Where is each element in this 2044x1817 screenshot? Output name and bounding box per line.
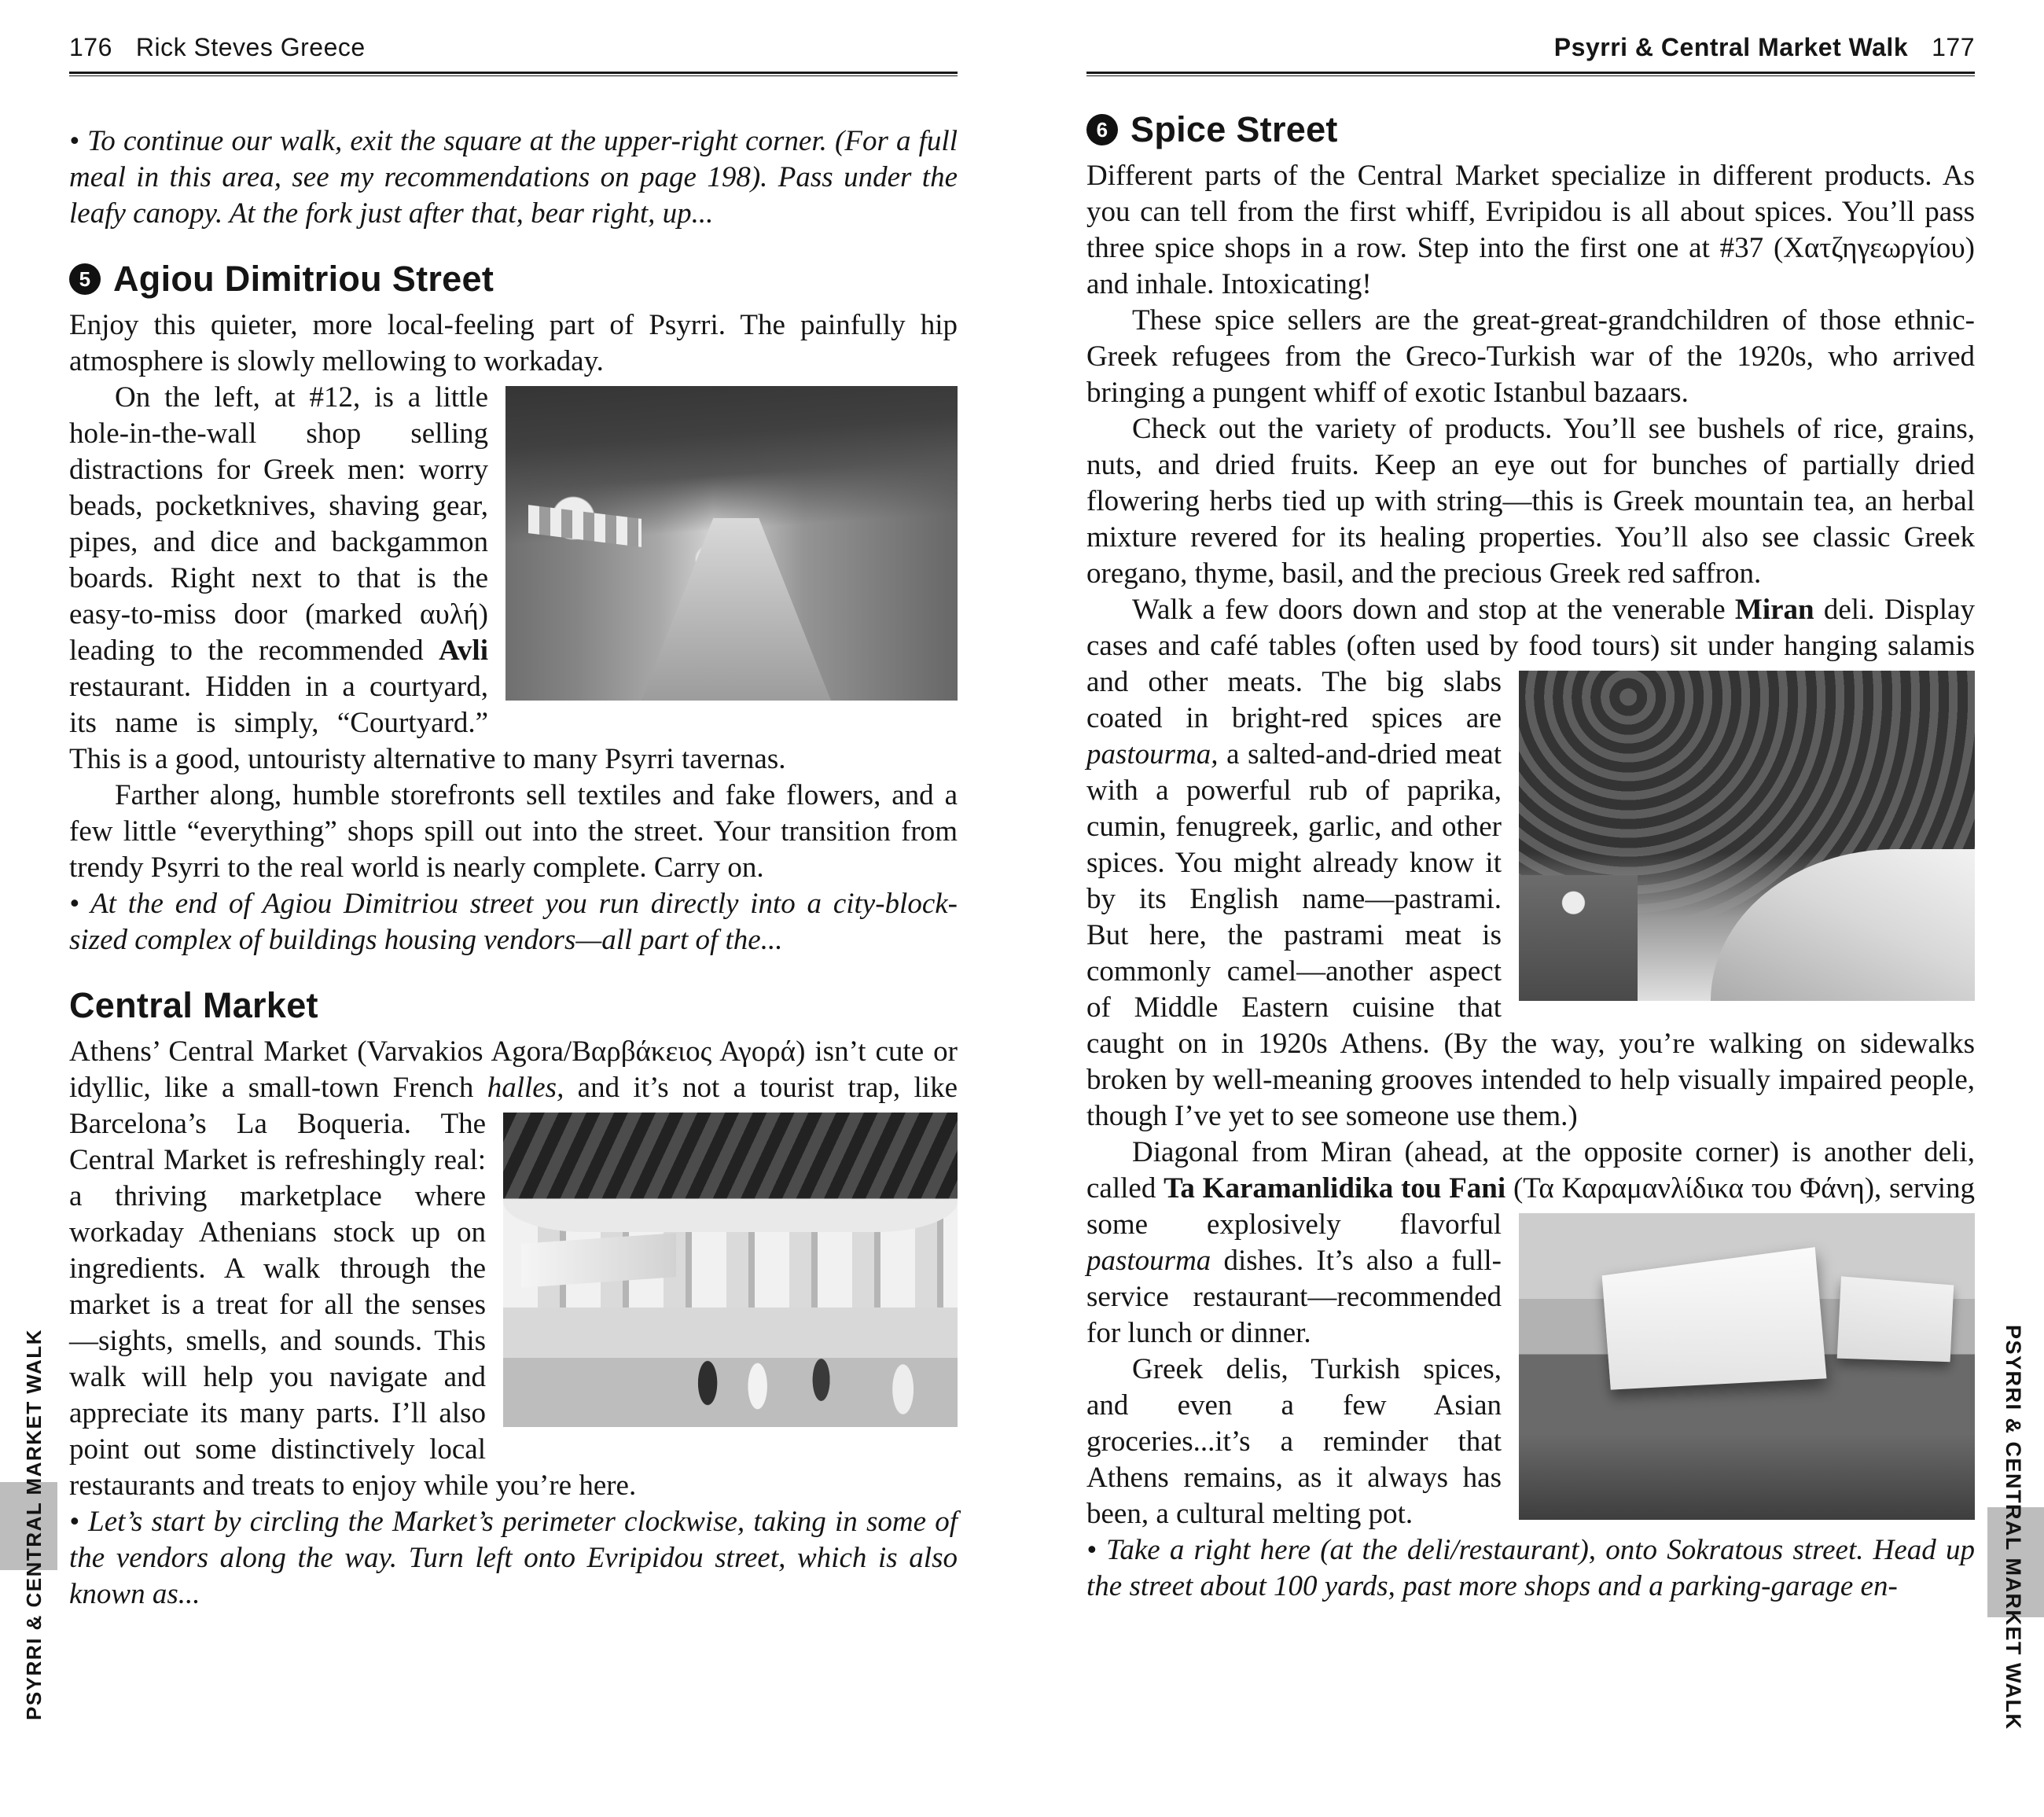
spice-direction: • Take a right here (at the deli/restaurant), onto Sokratous street. Head up the street about 100 yards, past more shops and a parking-garage en- xyxy=(1086,1534,1975,1602)
karamanlidika-paragraph-text-a: Diagonal from Miran (ahead, at the opposite corner) is another deli, called Ta Karamanlidika tou Fani (Τα Καραμανλίδικα xyxy=(1086,1136,1975,1205)
spice-paragraph-1: Different parts of the Central Market specialize in different products. As you can tell from the first whiff, Evripidou is all about spices. You’ll pass three spice shops in a row. Step into the first one at #37 (Χατζηγεωργίου) and inhale. Intoxicating! xyxy=(1086,160,1975,300)
central-market-direction: • Let’s start by circling the Market’s perimeter clockwise, taking in some of the vendors along the way. Turn left onto Evripidou street, which is also known as... xyxy=(69,1506,958,1610)
book-title: Rick Steves Greece xyxy=(135,33,366,61)
section-number-badge-6: 6 xyxy=(1086,114,1118,145)
section-number-badge-5: 5 xyxy=(69,263,101,295)
section-heading-spice xyxy=(1086,109,1975,150)
right-page-header xyxy=(1086,33,1975,62)
chapter-title: Psyrri & Central Market Walk xyxy=(1553,33,1909,61)
photo-central-market xyxy=(503,1113,958,1427)
walk-direction-intro: • To continue our walk, exit the square at the upper-right corner. (For a full meal in this area, see my recommendations on page 198). Pass under the leafy canopy. At the fork just after that, bear right, up... xyxy=(69,125,958,230)
sidebar-tab-left: PSYRRI & CENTRAL MARKET WALK xyxy=(22,1329,46,1720)
spice-paragraph-3: Check out the variety of products. You’ll see bushels of rice, grains, nuts, and dried fruits. Keep an eye out for bunches of partially dried flowering herbs tied up with string—this is Greek mountain tea, an herbal mixture revered for its healing properties. You’ll also see classic Greek oregano, thyme, basil, and the precious Greek red saffron. xyxy=(1086,413,1975,590)
karamanlidika-paragraph xyxy=(1086,1135,1975,1352)
miran-paragraph-text-a: Walk a few doors down and stop at the venerable Miran deli. Display cases and café tables (often used by food tours) sit under xyxy=(1086,594,1975,662)
section-title-central-market: Central Market xyxy=(69,985,318,1025)
page-number-left: 176 xyxy=(69,33,112,61)
photo-karamanlidika-deli xyxy=(1519,1213,1975,1520)
right-page xyxy=(1086,33,1975,1605)
spice-paragraph-2: These spice sellers are the great-great-grandchildren of those ethnic-Greek refugees from the Greco-Turkish war of the 1920s, who arrived bringing a pungent whiff of exotic Istanbul bazaars. xyxy=(1086,304,1975,409)
agiou-paragraph-3: Farther along, humble storefronts sell textiles and fake flowers, and a few little “everything” shops spill out into the street. Your transition from trendy Psyrri to the real world is nearly complete. Carry on. xyxy=(69,779,958,884)
agiou-paragraph-2 xyxy=(69,380,958,778)
central-market-paragraph-text-b: tourist trap, like Barcelona’s La Boqueria. The Central Market is refreshingly real: a thriving marketplace where workaday Athenians stock up on ingredients. A walk through the market is a treat for all the senses—sights, smells, and sounds. This walk will help you navigate and appreciate its many parts. I’ll also point out some distinctively local restaurants and treats to enjoy while you’re here. xyxy=(69,1072,958,1502)
section-heading-agiou xyxy=(69,259,958,300)
photo-miran-deli xyxy=(1519,671,1975,1001)
karamanlidika-paragraph-text-b: του Φάνη), serving some explosively flavorful pastourma dishes. It’s also a full-service restaurant—recommended for lunch or dinner. xyxy=(1086,1172,1975,1349)
agiou-direction: • At the end of Agiou Dimitriou street you run directly into a city-block-sized complex of buildings housing vendors—all part of the... xyxy=(69,888,958,956)
section-heading-central-market xyxy=(69,985,958,1026)
miran-paragraph-text-b: hanging salamis and other meats. The big slabs coated in bright-red spices are pastourma, a salted-and-dried meat with a powerful rub of paprika, cumin, fenugreek, garlic, and other spices. You might already know it by its English name—pastrami. But here, the pastrami meat is commonly camel—another aspect of Middle Eastern cuisine that caught on in 1920s Athens. (By the way, you’re walking on sidewalks broken by well-meaning grooves intended to help visually impaired people, though I’ve yet to see someone use them.) xyxy=(1086,630,1976,1132)
header-rule-right xyxy=(1086,72,1975,76)
header-rule-left xyxy=(69,72,958,76)
central-market-paragraph-text-a: Athens’ Central Market (Varvakios Agora/Βαρβάκειος Αγορά) isn’t cute or idyllic, like a small-town French halles, and it’s not a xyxy=(69,1035,958,1104)
left-page-header xyxy=(69,33,958,62)
melting-pot-paragraph: Greek delis, Turkish spices, and even a few Asian groceries...it’s a reminder that Athens remains, as it always has been, a cultural melting pot. xyxy=(1086,1353,1502,1530)
sidebar-tab-right: PSYRRI & CENTRAL MARKET WALK xyxy=(2002,1325,2025,1731)
page-number-right: 177 xyxy=(1932,33,1975,61)
section-title-agiou: Agiou Dimitriou Street xyxy=(113,259,494,299)
photo-psyrri-street xyxy=(505,386,958,701)
section-title-spice: Spice Street xyxy=(1130,109,1338,149)
agiou-paragraph-2-text: On the left, at #12, is a little hole-in-the-wall shop selling distractions for Greek men: worry beads, pocketknives, shaving gear, pipes, and dice and backgammon boards. Right next to that is the easy-to-miss door (marked αυλή) leading to the recommended Avli restaurant. Hidden in a courtyard, its name is simply, “Courtyard.” This is a good, untouristy alternative to many Psyrri tavernas. xyxy=(69,381,786,775)
miran-paragraph xyxy=(1086,592,1975,1135)
central-market-paragraph xyxy=(69,1034,958,1504)
left-page xyxy=(69,33,958,1613)
agiou-paragraph-1: Enjoy this quieter, more local-feeling part of Psyrri. The painfully hip atmosphere is slowly mellowing to workaday. xyxy=(69,309,958,377)
